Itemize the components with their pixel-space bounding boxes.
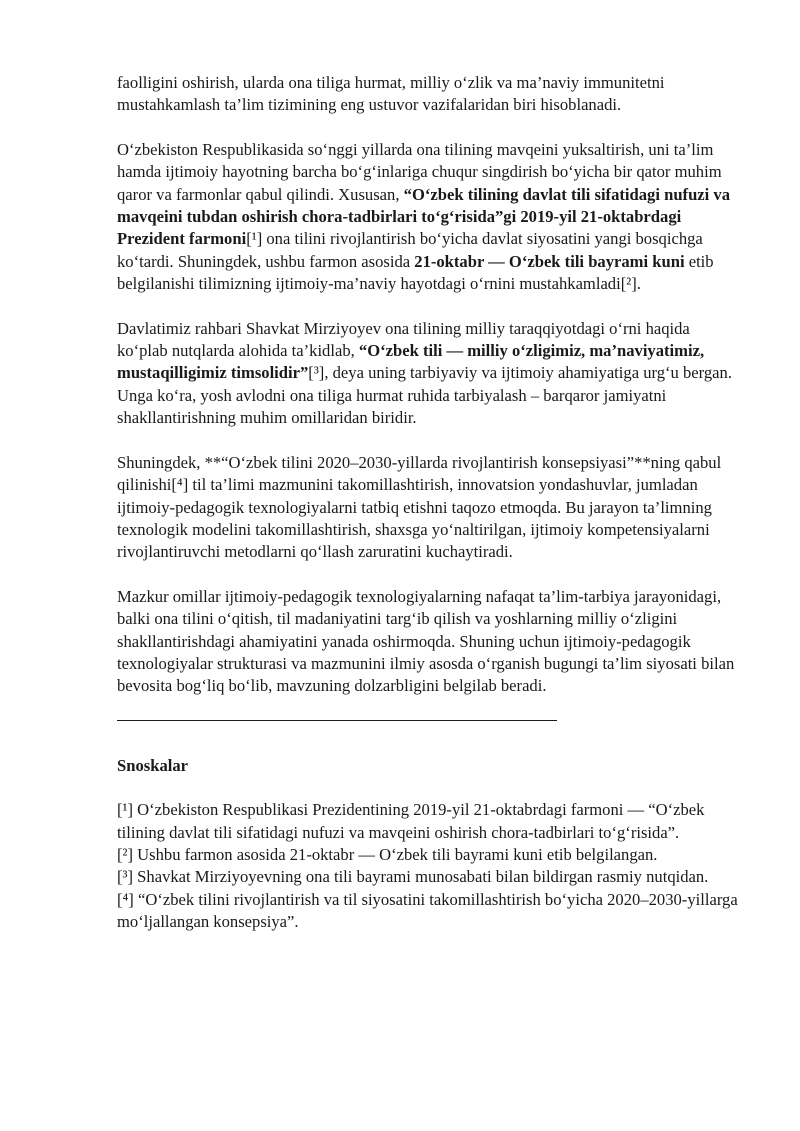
footnotes-list [117,799,744,933]
decree-text-3: etib belgilanishi tilimizning ijtimoiy-ma’naviy hayotdagi o‘rnini mustahkamladi[²]. [117,251,714,294]
paragraph-relevance: Mazkur omillar ijtimoiy-pedagogik texnologiyalarning nafaqat ta’lim-tarbiya jarayonidagi, balki ona tilini o‘qitish, til madaniyatini targ‘ib qilish va yoshlarning milliy o‘zligini shakllantirishdagi ahamiyatini yanada oshirmoqda. Shuning uchun ijtimoiy-pedagogik texnologiyalar strukturasi va mazmunini ilmiy asosda o‘rganish bugungi ta’lim siyosati bilan bevosita bog‘liq bo‘lib, mavzuning dolzarbligini belgilab beradi. [117,586,735,696]
footnote-item: [²] Ushbu farmon asosida 21-oktabr — O‘zbek tili bayrami kuni etib belgilangan. [117,844,658,864]
paragraph-decree [117,139,744,296]
paragraph-president-quote [117,318,744,430]
footnote-item: [³] Shavkat Mirziyoyevning ona tili bayrami munosabati bilan bildirgan rasmiy nutqidan. [117,867,709,887]
language-day-bold: 21-oktabr — O‘zbek tili bayrami kuni [414,251,685,271]
paragraph-concept: Shuningdek, **“O‘zbek tilini 2020–2030-yillarda rivojlantirish konsepsiyasi”**ning qabul qilinishi[⁴] til ta’limi mazmunini takomillashtirish, innovatsion yondashuvlar, jumladan ijtimoiy-pedagogik texnologiyalarni tatbiq etishni taqozo etmoqda. Bu jarayon ta’limning texnologik modelini takomillashtirish, shaxsga yo‘naltirilgan, ijtimoiy kompetensiyalarni rivojlantiruvchi metodlarni qo‘llash zaruratini kuchaytiradi. [117,452,722,562]
decree-title-bold: “O‘zbek tilining davlat tili sifatidagi nufuzi va mavqeini tubdan oshirish chora-tadbirlari to‘g‘risida”gi 2019-yil 21-oktabrdagi Prezident farmoni [117,184,731,249]
paragraph-intro-continued: faolligini oshirish, ularda ona tiliga hurmat, milliy o‘zlik va ma’naviy immunitetni mustahkamlash ta’lim tizimining eng ustuvor vazifalaridan biri hisoblanadi. [117,73,665,115]
decree-text-2: [¹] ona tilini rivojlantirish bo‘yicha davlat siyosatini yangi bosqichga ko‘tardi. Shuningdek, ushbu farmon asosida [117,229,703,271]
footnote-item: [¹] O‘zbekiston Respublikasi Prezidentining 2019-yil 21-oktabrdagi farmoni — “O‘zbek tilining davlat tili sifatidagi nufuzi va mavqeini oshirish chora-tadbirlari to‘g‘risida”. [117,800,705,842]
footnotes-title: Snoskalar [117,755,189,775]
footnote-divider [117,720,557,721]
quote-text-1: Davlatimiz rahbari Shavkat Mirziyoyev ona tilining milliy taraqqiyotdagi o‘rni haqida ko‘plab nutqlarda alohida ta’kidlab, [117,318,690,361]
quote-text-2: [³], deya uning tarbiyaviy va ijtimoiy ahamiyatiga urg‘u bergan. Unga ko‘ra, yosh avlodni ona tiliga hurmat ruhida tarbiyalash – barqaror jamiyatni shakllantirishning muhim omillaridan biridir. [117,363,732,428]
decree-text-1: O‘zbekiston Respublikasida so‘nggi yillarda ona tilining mavqeini yuksaltirish, uni ta’lim hamda ijtimoiy hayotning barcha bo‘g‘inlariga chuqur singdirish bo‘yicha bir qator muhim qaror va farmonlar qabul qilindi. Xususan, [117,139,722,204]
footnote-item: [⁴] “O‘zbek tilini rivojlantirish va til siyosatini takomillashtirish bo‘yicha 2020–2030-yillarga mo‘ljallangan konsepsiya”. [117,889,738,932]
quote-bold: “O‘zbek tili — milliy o‘zligimiz, ma’naviyatimiz, mustaqilligimiz timsolidir” [117,341,705,383]
